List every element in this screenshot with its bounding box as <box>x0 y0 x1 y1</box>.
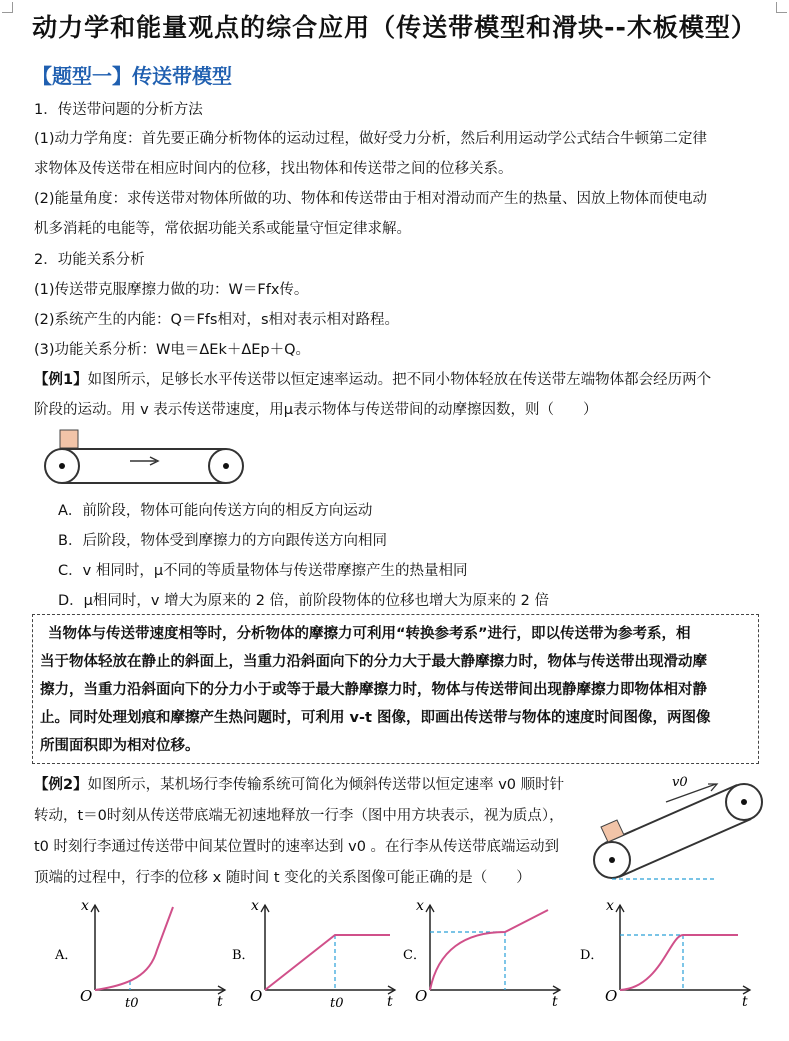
x-axis-label: t <box>742 994 748 1010</box>
pulley-axle <box>609 857 615 863</box>
tip-line: 所围面积即为相对位移。 <box>40 738 200 754</box>
xt-curve <box>620 935 738 990</box>
x-axis-label: t <box>552 994 558 1010</box>
example2-line: 顶端的过程中，行李的位移 x 随时间 t 变化的关系图像可能正确的是（ ） <box>34 870 531 886</box>
xt-curve <box>95 907 173 990</box>
origin-label: O <box>605 987 618 1005</box>
page-title: 动力学和能量观点的综合应用（传送带模型和滑块--木板模型） <box>32 13 757 42</box>
paragraph: 机多消耗的电能等，常依据功能关系或能量守恒定律求解。 <box>34 221 411 237</box>
graph-option-label: D． <box>580 948 604 963</box>
y-axis-label: x <box>606 898 614 914</box>
xt-curve <box>430 910 548 990</box>
analysis-heading-2: 2．功能关系分析 <box>34 252 145 268</box>
origin-label: O <box>250 987 263 1005</box>
inclined-belt-figure <box>588 772 788 887</box>
formula-line: (3)功能关系分析：W电＝ΔEk＋ΔEp＋Q。 <box>34 342 311 358</box>
y-axis-label: x <box>81 898 89 914</box>
tip-line: 当于物体轻放在静止的斜面上，当重力沿斜面向下的分力大于最大静摩擦力时，物体与传送带出现滑动摩 <box>40 654 707 670</box>
origin-label: O <box>80 987 93 1005</box>
tip-line: 当物体与传送带速度相等时，分析物体的摩擦力可利用“转换参考系”进行，即以传送带为参考系，相 <box>48 626 691 642</box>
graph-option-label: B． <box>232 948 255 963</box>
example2-text: 如图所示，某机场行李传输系统可简化为倾斜传送带以恒定速率 v0 顺时针 <box>87 777 565 793</box>
block-icon <box>60 430 78 448</box>
v0-label: v0 <box>672 775 688 790</box>
example1-text: 如图所示，足够长水平传送带以恒定速率运动。把不同小物体轻放在传送带左端物体都会经历两个 <box>87 372 712 388</box>
x-axis-label: t <box>217 994 223 1010</box>
luggage-block-icon <box>601 820 624 842</box>
t0-label: t0 <box>330 996 344 1011</box>
graph-option-label: C． <box>403 948 426 963</box>
paragraph: (2)能量角度：求传送带对物体所做的功、物体和传送带由于相对滑动而产生的热量、因放上物体而使电动 <box>34 191 708 207</box>
example-tag: 【例1】 <box>34 372 88 388</box>
example1-line <box>34 368 711 389</box>
t0-label: t0 <box>125 996 139 1011</box>
x-axis-label: t <box>387 994 393 1010</box>
option-b: B．后阶段，物体受到摩擦力的方向跟传送方向相同 <box>58 533 387 549</box>
example2-line: t0 时刻行李通过传送带中间某位置时的速率达到 v0 。在行李从传送带底端运动到 <box>34 839 560 855</box>
pulley-axle <box>741 799 747 805</box>
pulley-axle <box>59 463 65 469</box>
paragraph: 求物体及传送带在相应时间内的位移，找出物体和传送带之间的位移关系。 <box>34 161 513 177</box>
origin-label: O <box>415 987 428 1005</box>
example2-line <box>34 773 564 794</box>
option-c: C．v 相同时，μ不同的等质量物体与传送带摩擦产生的热量相同 <box>58 563 468 579</box>
example2-line: 转动，t＝0时刻从传送带底端无初速地释放一行李（图中用方块表示，视为质点）， <box>34 808 564 824</box>
y-axis-label: x <box>251 898 259 914</box>
paragraph: (1)动力学角度：首先要正确分析物体的运动过程，做好受力分析，然后利用运动学公式结合牛顿第二定律 <box>34 131 708 147</box>
graph-option-label: A． <box>55 948 78 963</box>
analysis-heading-1: 1．传送带问题的分析方法 <box>34 102 203 118</box>
option-a: A．前阶段，物体可能向传送方向的相反方向运动 <box>58 503 373 519</box>
formula-line: (1)传送带克服摩擦力做的功：W＝Ffx传。 <box>34 282 309 298</box>
y-axis-label: x <box>416 898 424 914</box>
pulley-axle <box>223 463 229 469</box>
tip-line: 止。同时处理划痕和摩擦产生热问题时，可利用 v-t 图像，即画出传送带与物体的速度时间图像，两图像 <box>40 710 711 726</box>
option-d: D．μ相同时，v 增大为原来的 2 倍，前阶段物体的位移也增大为原来的 2 倍 <box>58 593 549 609</box>
horizontal-belt-figure <box>38 428 250 488</box>
section-heading: 【题型一】传送带模型 <box>32 64 232 88</box>
formula-line: (2)系统产生的内能：Q＝Ffs相对，s相对表示相对路程。 <box>34 312 400 328</box>
tip-line: 擦力，当重力沿斜面向下的分力小于或等于最大静摩擦力时，物体与传送带间出现静摩擦力即物体相对静 <box>40 682 707 698</box>
xt-curve <box>265 935 390 990</box>
example1-line: 阶段的运动。用 v 表示传送带速度，用μ表示物体与传送带间的动摩擦因数，则（ ） <box>34 402 598 418</box>
example-tag: 【例2】 <box>34 777 88 793</box>
xt-graph-options <box>0 890 789 1020</box>
